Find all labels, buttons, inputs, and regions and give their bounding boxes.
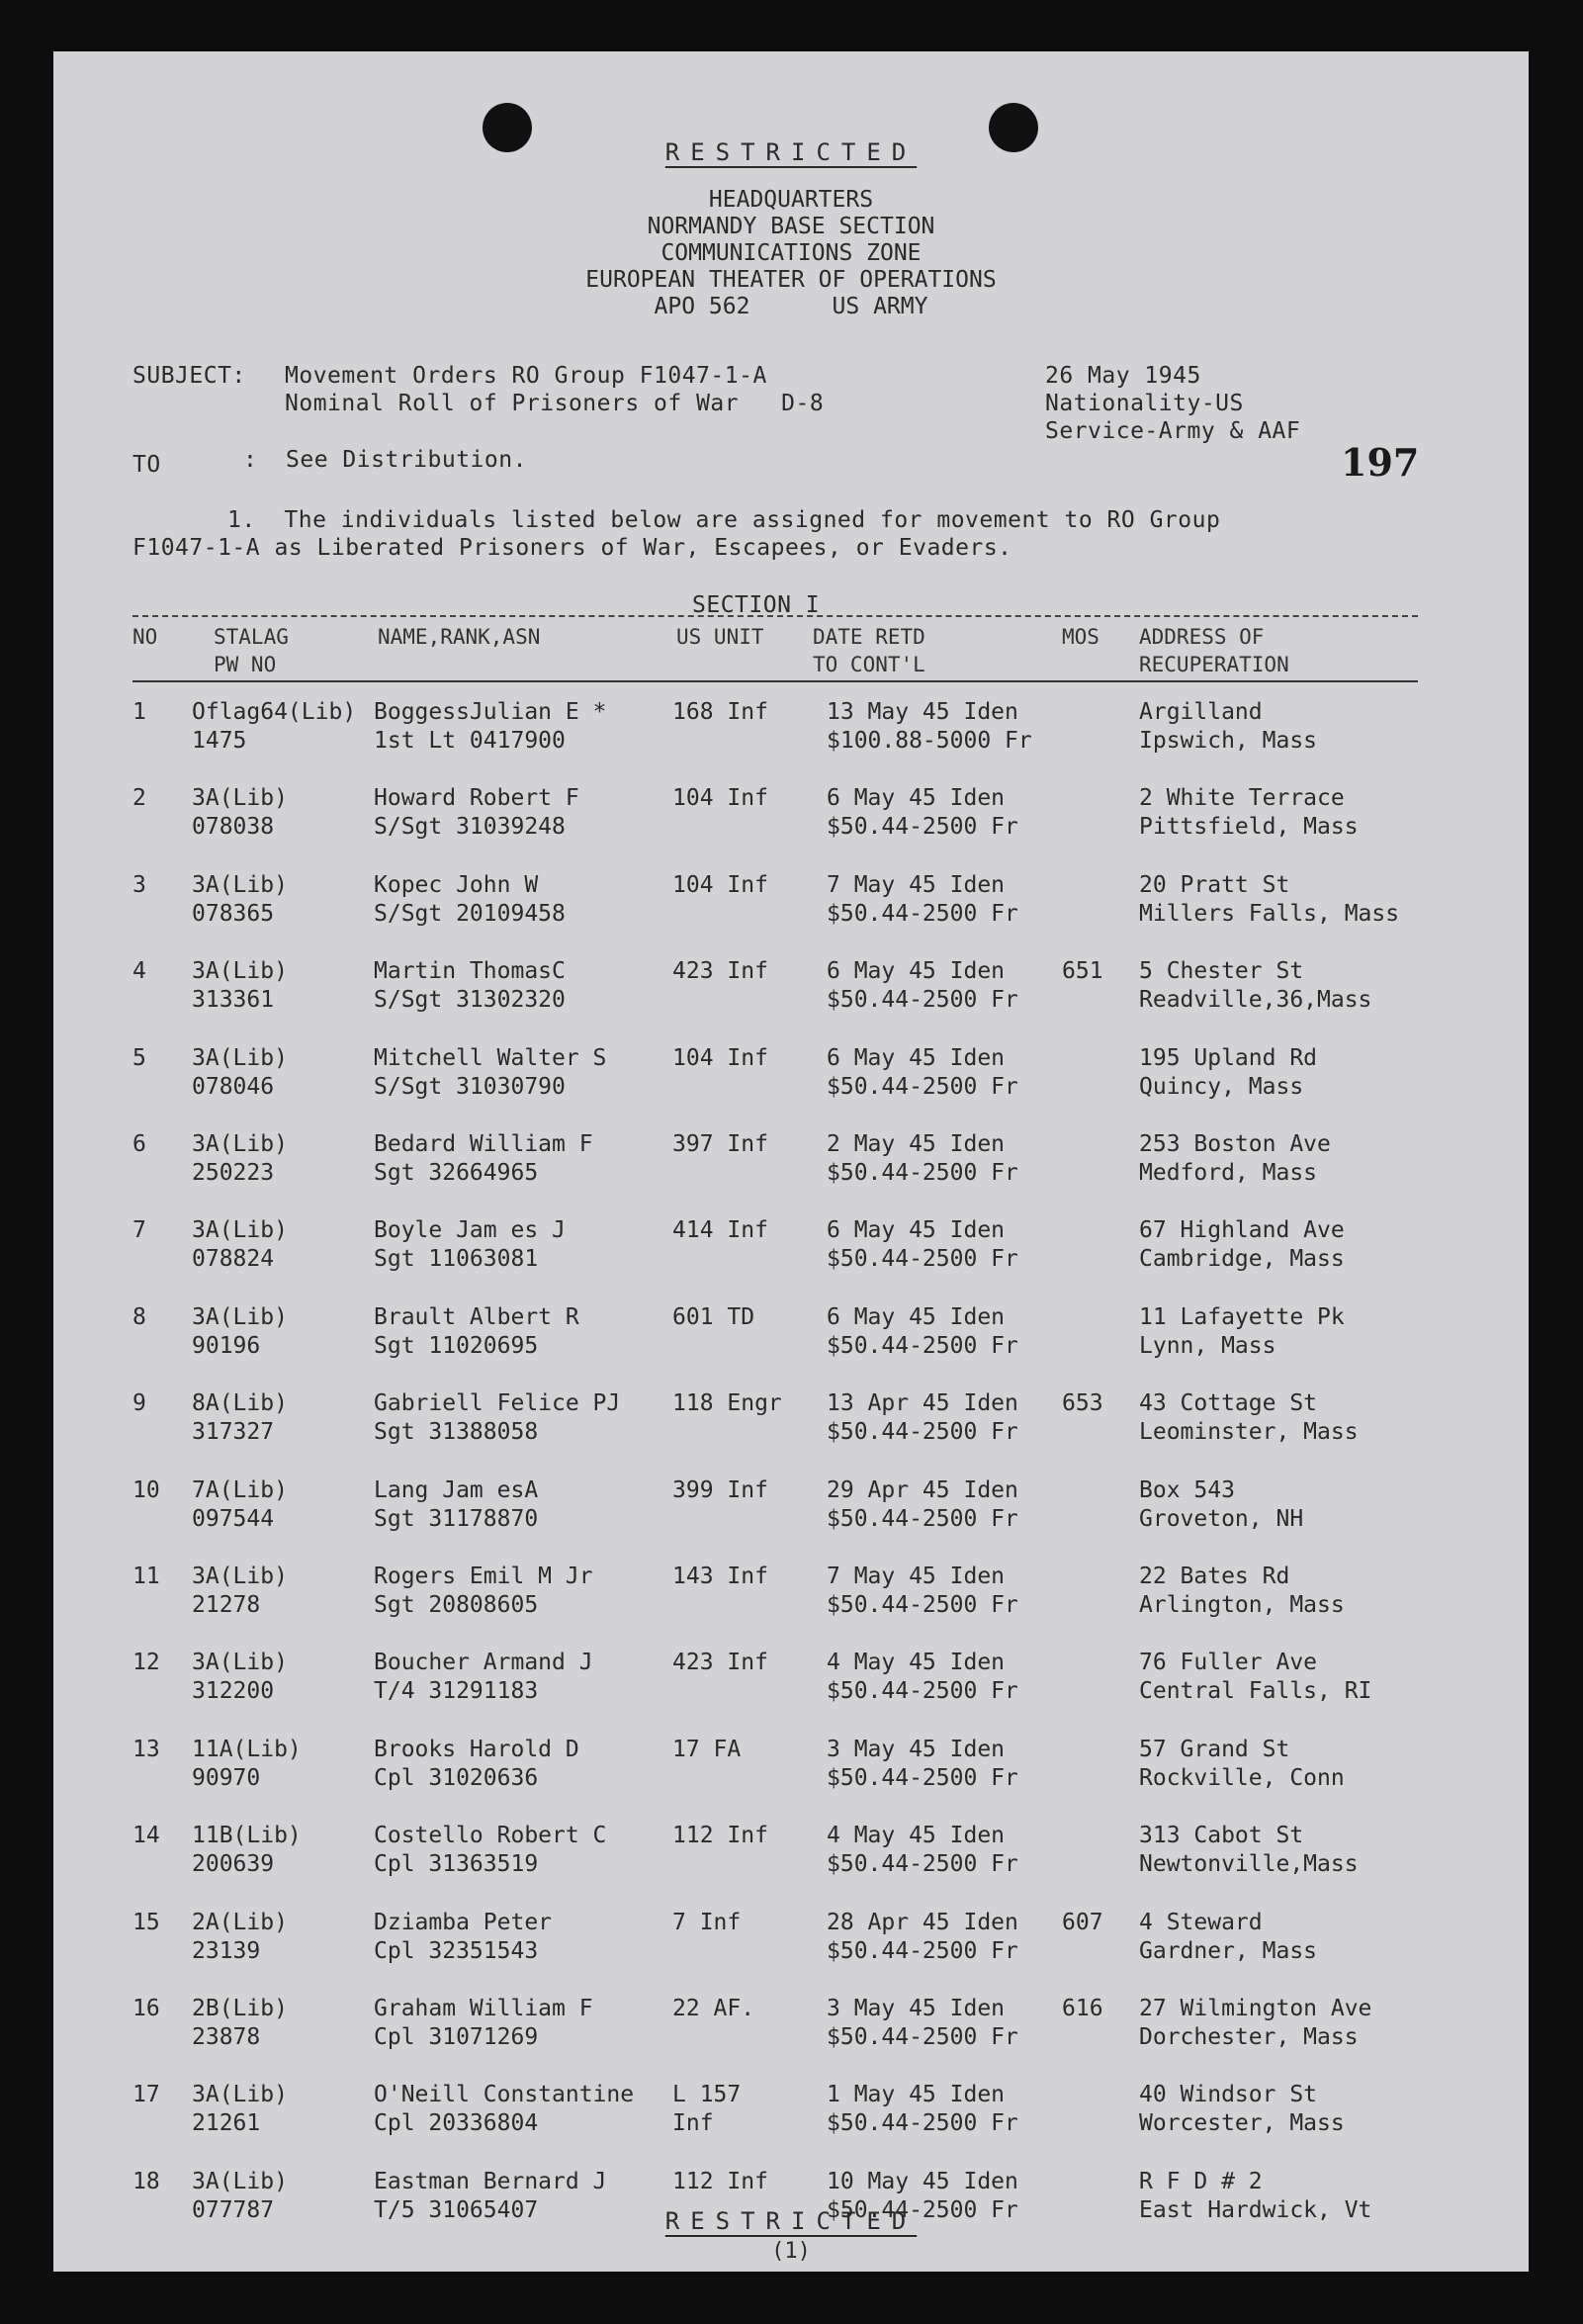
row-address: 76 Fuller Ave Central Falls, RI <box>1139 1650 1372 1704</box>
row-stalag: 3A(Lib) 312200 <box>192 1650 288 1704</box>
row-no: 14 <box>132 1823 160 1848</box>
row-name-rank-asn: BoggessJulian E * 1st Lt 0417900 <box>374 699 607 754</box>
heading-line-2: NORMANDY BASE SECTION <box>647 214 935 239</box>
row-date-returned: 6 May 45 Iden $50.44-2500 Fr <box>827 1217 1018 1272</box>
row-unit: L 157 Inf <box>672 2082 742 2136</box>
row-address: 253 Boston Ave Medford, Mass <box>1139 1131 1331 1186</box>
row-unit: 399 Inf <box>672 1477 768 1503</box>
row-no: 18 <box>132 2169 160 2194</box>
subject-line-1: Movement Orders RO Group F1047-1-A <box>285 363 767 389</box>
row-date-returned: 6 May 45 Iden $50.44-2500 Fr <box>827 785 1018 840</box>
row-unit: 143 Inf <box>672 1564 768 1589</box>
row-unit: 104 Inf <box>672 1045 768 1071</box>
row-no: 11 <box>132 1564 160 1589</box>
row-name-rank-asn: Brault Albert R Sgt 11020695 <box>374 1304 579 1359</box>
row-stalag: 8A(Lib) 317327 <box>192 1390 288 1445</box>
col-header-no: NO <box>132 625 158 649</box>
row-date-returned: 28 Apr 45 Iden $50.44-2500 Fr <box>827 1910 1018 1964</box>
row-unit: 423 Inf <box>672 1650 768 1675</box>
row-name-rank-asn: Graham William F Cpl 31071269 <box>374 1996 593 2050</box>
row-address: 195 Upland Rd Quincy, Mass <box>1139 1045 1318 1100</box>
row-address: Argilland Ipswich, Mass <box>1139 699 1318 754</box>
section-title: SECTION I <box>692 592 821 618</box>
row-no: 15 <box>132 1910 160 1935</box>
row-no: 1 <box>132 699 146 725</box>
row-unit: 104 Inf <box>672 785 768 811</box>
row-unit: 423 Inf <box>672 958 768 984</box>
row-unit: 601 TD <box>672 1304 755 1330</box>
to-value: : See Distribution. <box>243 447 527 473</box>
row-address: 67 Highland Ave Cambridge, Mass <box>1139 1217 1345 1272</box>
row-no: 7 <box>132 1217 146 1243</box>
row-name-rank-asn: Howard Robert F S/Sgt 31039248 <box>374 785 579 840</box>
row-stalag: 3A(Lib) 90196 <box>192 1304 288 1359</box>
row-stalag: 3A(Lib) 078824 <box>192 1217 288 1272</box>
subject-line-2: Nominal Roll of Prisoners of War D-8 <box>285 391 825 416</box>
row-no: 8 <box>132 1304 146 1330</box>
row-date-returned: 3 May 45 Iden $50.44-2500 Fr <box>827 1996 1018 2050</box>
row-stalag: 3A(Lib) 078038 <box>192 785 288 840</box>
row-address: 22 Bates Rd Arlington, Mass <box>1139 1564 1345 1618</box>
document-page <box>53 51 1529 2272</box>
row-date-returned: 6 May 45 Iden $50.44-2500 Fr <box>827 958 1018 1013</box>
row-address: 27 Wilmington Ave Dorchester, Mass <box>1139 1996 1372 2050</box>
paragraph-line-1: 1. The individuals listed below are assigned for movement to RO Group <box>227 507 1221 533</box>
row-stalag: 3A(Lib) 313361 <box>192 958 288 1013</box>
row-name-rank-asn: Mitchell Walter S S/Sgt 31030790 <box>374 1045 607 1100</box>
col-header-mos: MOS <box>1062 625 1099 649</box>
row-date-returned: 7 May 45 Iden $50.44-2500 Fr <box>827 872 1018 927</box>
row-date-returned: 6 May 45 Iden $50.44-2500 Fr <box>827 1304 1018 1359</box>
document-date: 26 May 1945 <box>1045 363 1201 389</box>
row-unit: 17 FA <box>672 1737 742 1762</box>
row-stalag: 11B(Lib) 200639 <box>192 1823 302 1877</box>
row-name-rank-asn: Gabriell Felice PJ Sgt 31388058 <box>374 1390 621 1445</box>
row-stalag: 3A(Lib) 21261 <box>192 2082 288 2136</box>
row-mos: 653 <box>1062 1390 1103 1416</box>
row-no: 10 <box>132 1477 160 1503</box>
paragraph-line-2: F1047-1-A as Liberated Prisoners of War, Escapees, or Evaders. <box>132 535 1012 561</box>
row-unit: 168 Inf <box>672 699 768 725</box>
row-stalag: 3A(Lib) 077787 <box>192 2169 288 2223</box>
header-rule-top <box>132 615 1418 617</box>
row-no: 4 <box>132 958 146 984</box>
row-name-rank-asn: Lang Jam esA Sgt 31178870 <box>374 1477 539 1532</box>
row-unit: 112 Inf <box>672 1823 768 1848</box>
row-no: 5 <box>132 1045 146 1071</box>
row-no: 16 <box>132 1996 160 2021</box>
row-stalag: 2A(Lib) 23139 <box>192 1910 288 1964</box>
row-unit: 104 Inf <box>672 872 768 898</box>
row-address: 5 Chester St Readville,36,Mass <box>1139 958 1372 1013</box>
row-unit: 7 Inf <box>672 1910 742 1935</box>
row-no: 3 <box>132 872 146 898</box>
row-stalag: Oflag64(Lib) 1475 <box>192 699 357 754</box>
row-name-rank-asn: Kopec John W S/Sgt 20109458 <box>374 872 566 927</box>
col-header-date: DATE RETD TO CONT'L <box>813 625 925 676</box>
row-date-returned: 13 May 45 Iden $100.88-5000 Fr <box>827 699 1032 754</box>
col-header-name: NAME,RANK,ASN <box>378 625 541 649</box>
row-no: 17 <box>132 2082 160 2107</box>
row-date-returned: 1 May 45 Iden $50.44-2500 Fr <box>827 2082 1018 2136</box>
row-mos: 607 <box>1062 1910 1103 1935</box>
row-name-rank-asn: Eastman Bernard J T/5 31065407 <box>374 2169 607 2223</box>
row-address: 11 Lafayette Pk Lynn, Mass <box>1139 1304 1345 1359</box>
row-name-rank-asn: Boyle Jam es J Sgt 11063081 <box>374 1217 566 1272</box>
row-name-rank-asn: Brooks Harold D Cpl 31020636 <box>374 1737 579 1791</box>
row-stalag: 3A(Lib) 078046 <box>192 1045 288 1100</box>
row-date-returned: 3 May 45 Iden $50.44-2500 Fr <box>827 1737 1018 1791</box>
row-stalag: 7A(Lib) 097544 <box>192 1477 288 1532</box>
heading-line-3: COMMUNICATIONS ZONE <box>660 240 922 266</box>
row-name-rank-asn: Martin ThomasC S/Sgt 31302320 <box>374 958 566 1013</box>
row-mos: 651 <box>1062 958 1103 984</box>
row-name-rank-asn: O'Neill Constantine Cpl 20336804 <box>374 2082 635 2136</box>
row-stalag: 3A(Lib) 250223 <box>192 1131 288 1186</box>
row-name-rank-asn: Rogers Emil M Jr Sgt 20808605 <box>374 1564 593 1618</box>
heading-line-4: EUROPEAN THEATER OF OPERATIONS <box>585 267 997 293</box>
row-unit: 414 Inf <box>672 1217 768 1243</box>
row-address: 2 White Terrace Pittsfield, Mass <box>1139 785 1359 840</box>
row-no: 13 <box>132 1737 160 1762</box>
row-date-returned: 4 May 45 Iden $50.44-2500 Fr <box>827 1823 1018 1877</box>
nationality: Nationality-US <box>1045 391 1244 416</box>
row-unit: 118 Engr <box>672 1390 782 1416</box>
row-address: 43 Cottage St Leominster, Mass <box>1139 1390 1359 1445</box>
row-address: 40 Windsor St Worcester, Mass <box>1139 2082 1345 2136</box>
col-header-address: ADDRESS OF RECUPERATION <box>1139 625 1289 676</box>
row-no: 6 <box>132 1131 146 1157</box>
row-stalag: 3A(Lib) 078365 <box>192 872 288 927</box>
row-unit: 397 Inf <box>672 1131 768 1157</box>
service: Service-Army & AAF <box>1045 418 1301 444</box>
row-date-returned: 6 May 45 Iden $50.44-2500 Fr <box>827 1045 1018 1100</box>
row-name-rank-asn: Dziamba Peter Cpl 32351543 <box>374 1910 553 1964</box>
heading-line-5: APO 562 US ARMY <box>654 294 928 319</box>
row-address: 4 Steward Gardner, Mass <box>1139 1910 1318 1964</box>
row-stalag: 11A(Lib) 90970 <box>192 1737 302 1791</box>
row-date-returned: 10 May 45 Iden $50.44-2500 Fr <box>827 2169 1018 2223</box>
col-header-stalag: STALAG PW NO <box>214 625 289 676</box>
row-name-rank-asn: Boucher Armand J T/4 31291183 <box>374 1650 593 1704</box>
row-mos: 616 <box>1062 1996 1103 2021</box>
row-date-returned: 13 Apr 45 Iden $50.44-2500 Fr <box>827 1390 1018 1445</box>
subject-label: SUBJECT: <box>132 363 246 389</box>
row-stalag: 2B(Lib) 23878 <box>192 1996 288 2050</box>
header-rule-bottom <box>132 680 1418 682</box>
row-no: 12 <box>132 1650 160 1675</box>
row-unit: 22 AF. <box>672 1996 755 2021</box>
classification-bottom: RESTRICTED <box>664 2207 918 2235</box>
row-stalag: 3A(Lib) 21278 <box>192 1564 288 1618</box>
classification-top: RESTRICTED <box>664 138 918 166</box>
row-address: Box 543 Groveton, NH <box>1139 1477 1304 1532</box>
row-name-rank-asn: Costello Robert C Cpl 31363519 <box>374 1823 607 1877</box>
to-label: TO <box>132 452 161 478</box>
row-unit: 112 Inf <box>672 2169 768 2194</box>
row-date-returned: 4 May 45 Iden $50.44-2500 Fr <box>827 1650 1018 1704</box>
row-address: 313 Cabot St Newtonville,Mass <box>1139 1823 1359 1877</box>
document-number: 197 <box>1341 440 1420 485</box>
row-date-returned: 7 May 45 Iden $50.44-2500 Fr <box>827 1564 1018 1618</box>
page-number: (1) <box>771 2239 811 2264</box>
row-address: R F D # 2 East Hardwick, Vt <box>1139 2169 1372 2223</box>
row-no: 9 <box>132 1390 146 1416</box>
row-address: 57 Grand St Rockville, Conn <box>1139 1737 1345 1791</box>
row-date-returned: 29 Apr 45 Iden $50.44-2500 Fr <box>827 1477 1018 1532</box>
heading-line-1: HEADQUARTERS <box>708 187 874 213</box>
row-name-rank-asn: Bedard William F Sgt 32664965 <box>374 1131 593 1186</box>
row-date-returned: 2 May 45 Iden $50.44-2500 Fr <box>827 1131 1018 1186</box>
row-address: 20 Pratt St Millers Falls, Mass <box>1139 872 1400 927</box>
row-no: 2 <box>132 785 146 811</box>
col-header-unit: US UNIT <box>676 625 764 649</box>
